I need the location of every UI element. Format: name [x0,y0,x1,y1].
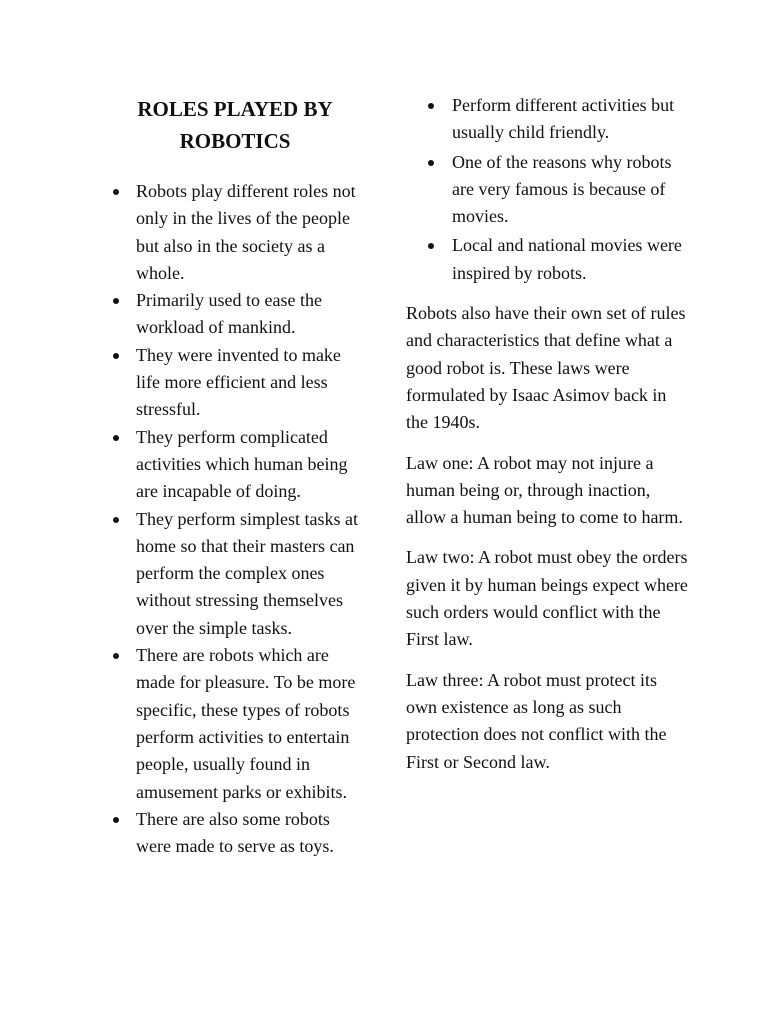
paragraph-asimov-intro: Robots also have their own set of rules and characteristics that define what a good robot is. These laws were formulated by Isaac Asimov back in the 1940s. [406,303,686,433]
left-bullet-list [107,178,363,860]
bullet-icon [428,160,434,166]
list-item-text: Primarily used to ease the workload of mankind. [136,290,322,338]
list-item [107,287,363,342]
list-item-text: They perform simplest tasks at home so that their masters can perform the complex ones without stressing themselves over the simple tasks. [136,508,358,638]
bullet-icon [113,353,119,359]
list-item [406,149,688,231]
list-item [406,232,688,287]
bullet-icon [113,435,119,441]
bullet-icon [428,103,434,109]
paragraph-law-one: Law one: A robot may not injure a human being or, through inaction, allow a human being to come to harm. [406,452,683,528]
paragraph-law-two: Law two: A robot must obey the orders given it by human beings expect where such orders would conflict with the First law. [406,547,688,650]
bullet-icon [113,189,119,195]
paragraph-law-three: Law three: A robot must protect its own existence as long as such protection does not conflict with the First or Second law. [406,669,667,772]
bullet-icon [113,817,119,823]
list-item-text: One of the reasons why robots are very famous is because of movies. [452,151,672,227]
bullet-icon [113,653,119,659]
right-column [406,92,688,776]
list-item [107,642,363,806]
list-item-text: Local and national movies were inspired by robots. [452,235,682,283]
list-item [107,424,363,506]
list-item-text: They were invented to make life more efficient and less stressful. [136,344,341,420]
right-bullet-list [406,92,688,287]
bullet-icon [428,243,434,249]
list-item [107,178,363,287]
list-item-text: They perform complicated activities which human being are incapable of doing. [136,426,348,502]
list-item-text: Robots play different roles not only in the lives of the people but also in the society as a whole. [136,181,356,283]
list-item [107,506,363,642]
list-item-text: There are robots which are made for pleasure. To be more specific, these types of robots perform activities to entertain people, usually found in amusement parks or exhibits. [136,645,356,802]
bullet-icon [113,517,119,523]
list-item [107,342,363,424]
list-item-text: There are also some robots were made to serve as toys. [136,808,334,857]
list-item [406,92,688,147]
bullet-icon [113,298,119,304]
list-item-text: Perform different activities but usually child friendly. [452,95,675,143]
left-column [107,93,363,860]
document-title: ROLES PLAYED BY ROBOTICS [137,97,333,153]
list-item [107,806,363,861]
